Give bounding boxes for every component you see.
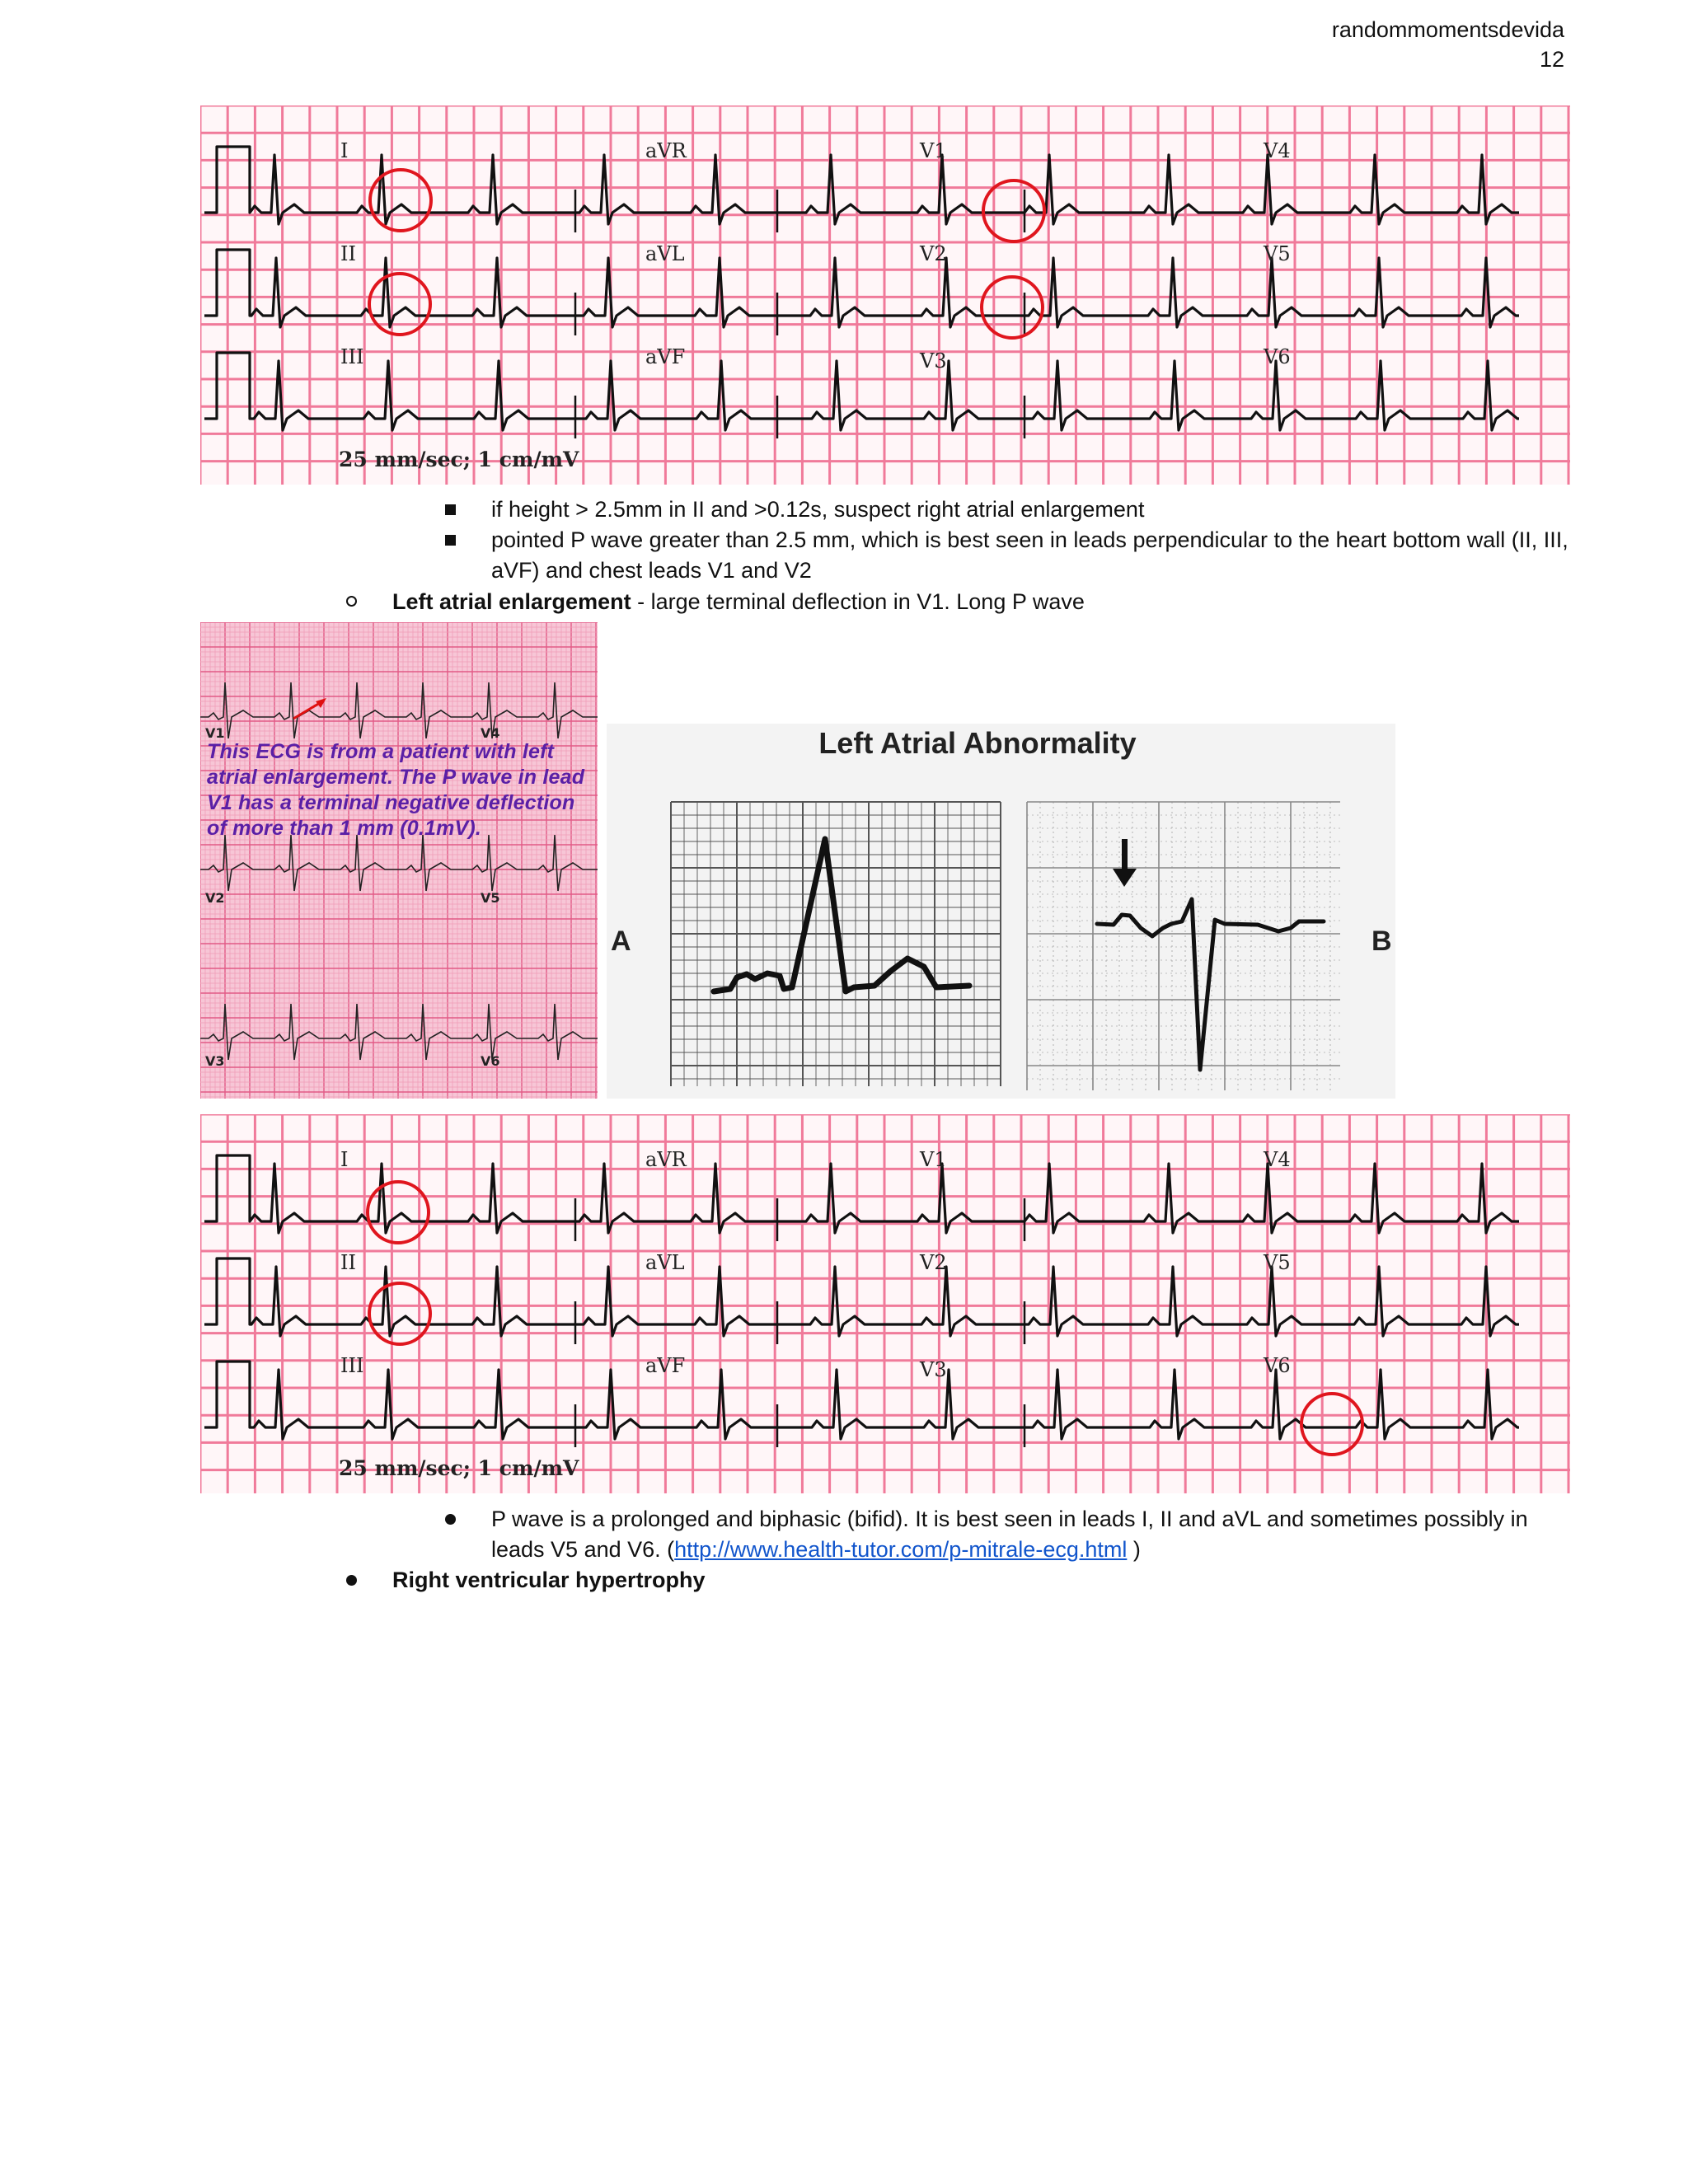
lead-label-avf: aVF xyxy=(645,1354,686,1377)
lead-label-ii: II xyxy=(340,242,356,265)
lae-bullet-list xyxy=(445,1504,1566,1565)
lae-lead-v6: V6 xyxy=(481,1053,500,1069)
lae-ecg-svg xyxy=(200,622,598,1099)
rae-bullet-list xyxy=(445,494,1574,586)
ecg-strip-svg xyxy=(200,105,1570,485)
lead-label-v4: V4 xyxy=(1264,1148,1291,1171)
lae-lead-v4: V4 xyxy=(481,725,500,741)
list-item xyxy=(346,1565,1574,1596)
rvh-heading-item xyxy=(346,1565,1574,1596)
list-item xyxy=(445,494,1574,525)
arrow-down-shaft-icon xyxy=(1122,839,1128,870)
lae-lead-v2: V2 xyxy=(205,890,225,906)
lead-label-v6: V6 xyxy=(1264,345,1291,368)
lead-label-avl: aVL xyxy=(645,242,685,265)
laa-svg xyxy=(607,724,1395,1099)
lead-label-v3: V3 xyxy=(920,1358,947,1381)
dot-bullet-icon xyxy=(346,1575,357,1586)
lead-label-v5: V5 xyxy=(1264,1251,1291,1274)
laa-label-a: A xyxy=(611,926,631,957)
lead-label-iii: III xyxy=(340,1354,364,1377)
lead-label-v1: V1 xyxy=(920,139,947,162)
lead-label-i: I xyxy=(340,1148,349,1171)
square-bullet-icon xyxy=(445,504,456,515)
lead-label-v1: V1 xyxy=(920,1148,947,1171)
lead-label-v5: V5 xyxy=(1264,242,1291,265)
strip-speed-label: 25 mm/sec; 1 cm/mV xyxy=(339,1456,579,1480)
ecg-strip-lae xyxy=(200,1114,1570,1493)
lead-label-v3: V3 xyxy=(920,349,947,373)
list-item xyxy=(346,587,1574,617)
laa-title: Left Atrial Abnormality xyxy=(818,726,1137,760)
list-item-text: P wave is a prolonged and biphasic (bifid). It is best seen in leads I, II and aVL and sometimes possibly in leads V5 and V6. ( xyxy=(491,1507,1528,1562)
ecg-strip-svg xyxy=(200,1114,1570,1493)
page-number: 12 xyxy=(1539,47,1564,72)
lead-label-avr: aVR xyxy=(645,139,687,162)
lead-label-avf: aVF xyxy=(645,345,686,368)
lae-description: - large terminal deflection in V1. Long P wave xyxy=(631,589,1085,614)
lae-heading-item xyxy=(346,587,1574,617)
lead-label-v4: V4 xyxy=(1264,139,1291,162)
lae-title: Left atrial enlargement xyxy=(392,589,631,614)
lead-label-i: I xyxy=(340,139,349,162)
lead-label-iii: III xyxy=(340,345,364,368)
lae-lead-v3: V3 xyxy=(205,1053,225,1069)
page-header xyxy=(1332,15,1564,74)
ecg-strip-rae xyxy=(200,105,1570,485)
laa-label-b: B xyxy=(1372,926,1392,957)
site-name: randommomentsdevida xyxy=(1331,17,1564,42)
lae-caption: This ECG is from a patient with left atrial enlargement. The P wave in lead V1 has a terminal negative deflection of more than 1 mm (0.1mV). xyxy=(207,740,585,840)
strip-speed-label: 25 mm/sec; 1 cm/mV xyxy=(339,448,579,471)
list-item xyxy=(445,1504,1566,1565)
lae-lead-v5: V5 xyxy=(481,890,500,906)
lead-label-avl: aVL xyxy=(645,1251,685,1274)
lae-lead-v1: V1 xyxy=(205,725,225,741)
lead-label-v2: V2 xyxy=(920,242,947,265)
dot-bullet-icon xyxy=(445,1514,456,1525)
square-bullet-icon xyxy=(445,535,456,546)
list-item xyxy=(445,525,1574,586)
lead-label-v2: V2 xyxy=(920,1251,947,1274)
health-tutor-link[interactable]: http://www.health-tutor.com/p-mitrale-ecg.html xyxy=(674,1537,1128,1562)
list-item-text-end: ) xyxy=(1127,1537,1141,1562)
laa-image xyxy=(607,724,1395,1099)
list-item-text: if height > 2.5mm in II and >0.12s, suspect right atrial enlargement xyxy=(491,497,1145,522)
lead-label-avr: aVR xyxy=(645,1148,687,1171)
lead-label-v6: V6 xyxy=(1264,1354,1291,1377)
lae-figure-row xyxy=(200,622,1395,1099)
hollow-circle-bullet-icon xyxy=(346,596,357,607)
lae-ecg-image xyxy=(200,622,598,1099)
list-item-text: pointed P wave greater than 2.5 mm, which is best seen in leads perpendicular to the heart bottom wall (II, III, aVF) and chest leads V1 and V2 xyxy=(491,527,1568,583)
rvh-title: Right ventricular hypertrophy xyxy=(392,1568,706,1592)
lead-label-ii: II xyxy=(340,1251,356,1274)
